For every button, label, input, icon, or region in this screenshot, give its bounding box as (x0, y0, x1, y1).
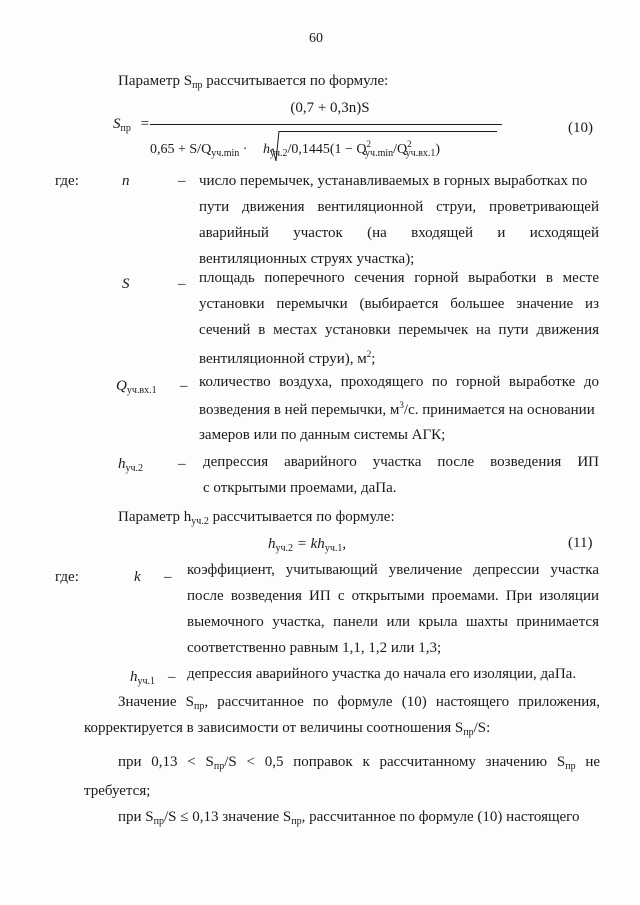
def-k-line-4: соответственно равным 1,1, 1,2 или 1,3; (187, 640, 442, 656)
def-n-line-4: вентиляционных струях участка); (199, 251, 415, 267)
def-n-line-1: число перемычек, устанавливаемых в горных выработках по (199, 173, 588, 189)
param-h-sub: уч.2 (191, 516, 209, 527)
paragraph-1-line-2 (84, 721, 490, 738)
den-h: h (262, 142, 270, 157)
f11-lhs-sub: уч.2 (275, 543, 294, 554)
den-dot: · (242, 142, 248, 157)
par1-a-sub: пр (194, 701, 205, 712)
formula-10-number: (10) (568, 120, 593, 136)
den-sub-a: уч.min (211, 148, 240, 159)
equals-sign: = (140, 116, 150, 132)
intro-text: Параметр S (118, 73, 193, 89)
def-dash: – (180, 378, 188, 394)
intro-sub: пр (192, 80, 203, 91)
def-h1-letter: h (130, 669, 138, 685)
where-label-2: где: (55, 569, 79, 585)
den-part-a: 0,65 + S/Q (150, 142, 212, 157)
def-h2-letter: h (118, 456, 126, 472)
den-q1-sup: 2 (366, 139, 372, 149)
den-q2-sub: уч.вх.1 (405, 148, 436, 159)
paragraph-2-line-1 (118, 755, 600, 772)
def-q-letter: Q (116, 378, 127, 394)
param-h-line (118, 510, 395, 527)
def-q-sup: 3 (399, 400, 404, 410)
def-q-line-3: замеров или по данным системы АГК; (199, 427, 446, 443)
def-dash: – (178, 276, 186, 292)
def-q-line-2-text: возведения в ней перемычки, м (199, 402, 400, 418)
def-symbol-q (116, 379, 157, 396)
def-h2-line-2: с открытыми проемами, даПа. (203, 480, 397, 496)
def-q-line-2 (199, 401, 595, 418)
par2-a: при 0,13 < S (118, 754, 214, 770)
where-label-1: где: (55, 173, 79, 189)
f11-rhs-sub: уч.1 (324, 543, 343, 554)
par2-c: не (575, 754, 601, 770)
def-k-line-1: коэффициент, учитывающий увеличение депрессии участка (187, 562, 599, 578)
formula-10-denominator (150, 140, 440, 159)
par3-a: при S (118, 809, 154, 825)
f11-lhs: h (268, 536, 276, 552)
den-q1-sub: уч.min (365, 148, 394, 159)
def-dash: – (178, 456, 186, 472)
den-part-b: /0,1445(1 − Q (287, 142, 367, 157)
den-part-c: /Q (393, 142, 408, 157)
def-q-line-2-rest: /с. принимается на основании (403, 402, 595, 418)
def-n-line-3: аварийный участок (на входящей и исходящей (199, 225, 599, 241)
def-symbol-s: S (122, 276, 130, 292)
page-number: 60 (309, 31, 323, 46)
par1-c-sub: пр (463, 727, 474, 738)
par1-a: Значение S (118, 694, 194, 710)
paragraph-3-line-1 (118, 810, 579, 827)
par1-b: , рассчитанное по формуле (10) настоящего приложения, (204, 694, 600, 710)
formula-10-lhs (113, 117, 149, 134)
par3-a-sub: пр (153, 816, 165, 827)
lhs-symbol: S (113, 116, 121, 132)
fraction-bar (150, 124, 502, 125)
den-close: ) (435, 142, 441, 157)
def-h1-sub: уч.1 (137, 676, 156, 687)
formula-11-number: (11) (568, 535, 593, 551)
def-symbol-h2 (118, 457, 143, 474)
par2-b-sub: пр (565, 761, 576, 772)
par1-c: корректируется в зависимости от величины соотношения S (84, 720, 464, 736)
f11-eq: = kh (293, 536, 325, 552)
def-q-line-1: количество воздуха, проходящего по горной выработке до (199, 374, 599, 390)
par3-b-sub: пр (291, 816, 302, 827)
param-h-rest: рассчитывается по формуле: (208, 509, 395, 525)
def-s-line-4 (199, 350, 375, 367)
def-s-tail: ; (371, 351, 376, 367)
def-h2-sub: уч.2 (125, 463, 144, 474)
def-s-sup: 2 (366, 349, 372, 359)
def-symbol-h1 (130, 670, 155, 687)
intro-rest: рассчитывается по формуле: (202, 73, 389, 89)
formula-10-numerator: (0,7 + 0,3n)S (290, 100, 370, 116)
paragraph-1-line-1 (118, 695, 600, 712)
param-h-text: Параметр h (118, 509, 192, 525)
sqrt-overbar (279, 131, 497, 132)
def-s-line-2: установки перемычки (выбирается большее значение из (199, 296, 599, 312)
def-q-sub: уч.вх.1 (126, 385, 157, 396)
den-h-sub: уч.2 (269, 148, 288, 159)
def-symbol-n: n (122, 173, 130, 189)
def-s-line-3: сечений в местах установки перемычек на пути движения (199, 322, 599, 338)
formula-11-body (268, 537, 346, 554)
def-n-line-2: пути движения вентиляционной струи, проветривающей (199, 199, 599, 215)
par3-c: , рассчитанное по формуле (10) настоящего (301, 809, 580, 825)
def-h1-line-1: депрессия аварийного участка до начала его изоляции, даПа. (187, 666, 577, 682)
f11-comma: , (342, 536, 347, 552)
def-dash: – (178, 173, 186, 189)
intro-line (118, 74, 388, 91)
lhs-sub: пр (120, 123, 131, 134)
den-q2-sup: 2 (407, 139, 412, 149)
par2-b: /S < 0,5 поправок к рассчитанному значению S (224, 754, 566, 770)
def-k-line-3: выемочного участка, панели или крыла шахты принимается (187, 614, 599, 630)
def-k-line-2: после возведения ИП с открытыми проемами. При изоляции (187, 588, 599, 604)
par2-a-sub: пр (213, 761, 225, 772)
def-symbol-k: k (134, 569, 141, 585)
def-s-line-4-text: вентиляционной струи), м (199, 351, 367, 367)
par1-d: /S: (473, 720, 491, 736)
def-s-line-1: площадь поперечного сечения горной выработки в месте (199, 270, 599, 286)
par3-b: /S ≤ 0,13 значение S (164, 809, 292, 825)
paragraph-2-line-2: требуется; (84, 783, 151, 799)
def-h2-line-1: депрессия аварийного участка после возведения ИП (203, 454, 599, 470)
def-dash: – (164, 569, 172, 585)
def-dash: – (168, 669, 176, 685)
